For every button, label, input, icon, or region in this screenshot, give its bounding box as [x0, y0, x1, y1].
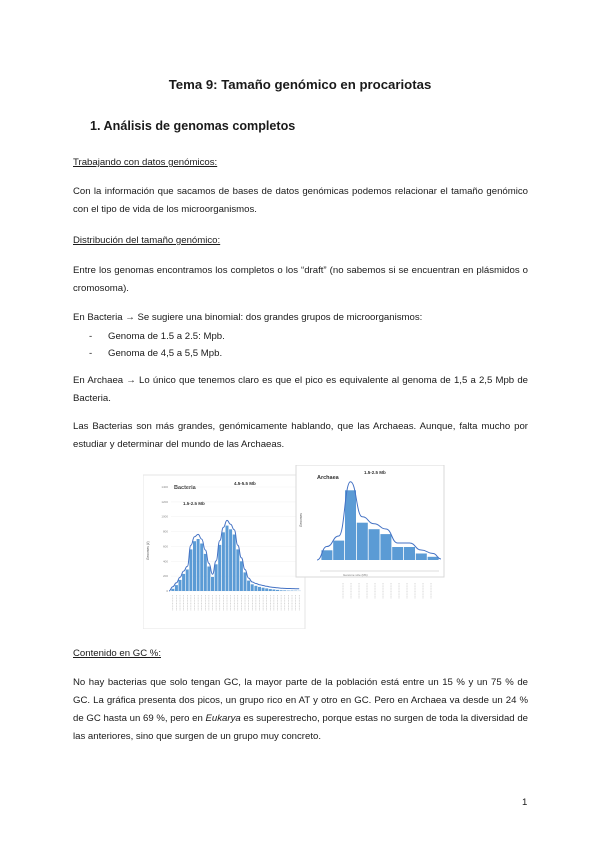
- bacteria-y-axis-label: Genomes (#): [146, 541, 150, 560]
- bacteria-bar: [258, 587, 261, 591]
- archaea-bar: [428, 557, 439, 560]
- bacteria-y-tick-label: 1400: [161, 485, 168, 489]
- bacteria-bar: [244, 572, 247, 591]
- bullet-dash: -: [89, 331, 93, 342]
- archaea-chart-title: Archaea: [317, 475, 339, 481]
- genome-size-figure: [143, 465, 453, 629]
- paragraph-gc: [73, 674, 528, 746]
- bacteria-bar: [233, 535, 236, 592]
- bacteria-bar: [262, 588, 265, 591]
- paragraph-drafts: Entre los genomas encontramos los completos o los “draft” (no sabemos si se encuentran en plásmidos o cromosoma).: [73, 265, 528, 294]
- section-heading: 1. Análisis de genomas completos: [90, 119, 296, 133]
- paragraph-datos: Con la información que sacamos de bases de datos genómicas podemos relacionar el tamaño genómico con el tipo de vida de los microorganismos.: [73, 186, 528, 215]
- page-number: 1: [522, 797, 528, 808]
- bacteria-bar: [251, 584, 254, 591]
- bacteria-bar: [226, 526, 229, 591]
- archaea-bar: [380, 534, 391, 560]
- bacteria-chart: [143, 475, 305, 629]
- archaea-annotation-peak: 1.5-2.5 Mb: [364, 470, 386, 475]
- archaea-bar: [357, 523, 368, 560]
- bacteria-y-tick-label: 600: [162, 544, 168, 549]
- bacteria-bar: [171, 589, 174, 591]
- bacteria-bar: [215, 564, 218, 591]
- paragraph-bacteria: En Bacteria → Se sugiere una binomial: dos grandes grupos de microorganismos:: [73, 312, 423, 323]
- subheading-gc: Contenido en GC %:: [73, 648, 161, 659]
- bacteria-bar: [197, 539, 200, 591]
- bacteria-bar: [186, 570, 189, 592]
- bacteria-bar: [182, 574, 185, 591]
- bacteria-bar: [211, 577, 214, 591]
- bacteria-bar: [269, 589, 272, 591]
- archaea-bar: [321, 550, 332, 560]
- bacteria-y-tick-label: 800: [162, 529, 168, 534]
- archaea-y-axis-label: Genomes: [299, 513, 303, 527]
- bacteria-bar: [207, 567, 210, 592]
- bullet-text: Genoma de 4,5 a 5,5 Mpb.: [108, 348, 223, 359]
- bacteria-y-tick-label: 0: [166, 589, 168, 593]
- paragraph-gc-emphasis: Eukarya: [205, 713, 241, 724]
- bacteria-bar: [229, 529, 232, 591]
- archaea-bar: [392, 547, 403, 560]
- bullet-text: Genoma de 1.5 a 2.5: Mpb.: [108, 331, 225, 342]
- subheading-datos: Trabajando con datos genómicos:: [73, 157, 218, 168]
- bacteria-bar: [272, 590, 275, 592]
- bacteria-y-tick-label: 400: [162, 559, 168, 564]
- bacteria-chart-title: Bacteria: [174, 485, 196, 491]
- subheading-distribucion: Distribución del tamaño genómico:: [73, 235, 221, 246]
- bullet-item: [89, 348, 222, 359]
- bacteria-bar: [247, 581, 250, 591]
- bacteria-bar: [189, 549, 192, 591]
- archaea-chart-frame: [296, 465, 444, 577]
- paragraph-gc-part1: No hay bacterias que solo tengan GC, la mayor parte de la población está entre un 15 % y un 75 % de GC. La gráfica presenta dos picos, un grupo rico en AT y otro en GC. Pero en Archaea va desde un 24 % de GC hasta un 69 %, pero en: [73, 677, 528, 724]
- bacteria-bar: [265, 588, 268, 591]
- bacteria-bar: [276, 590, 279, 591]
- bacteria-bar: [240, 561, 243, 591]
- bacteria-bar: [193, 541, 196, 591]
- archaea-chart: [296, 465, 444, 577]
- bacteria-bar: [283, 590, 286, 591]
- bacteria-bar: [179, 580, 182, 591]
- archaea-bar: [404, 547, 415, 560]
- archaea-bar: [345, 490, 356, 560]
- archaea-bar: [333, 541, 344, 560]
- archaea-bar: [416, 554, 427, 561]
- bacteria-bar: [280, 590, 283, 591]
- page-title: Tema 9: Tamaño genómico en procariotas: [168, 77, 432, 92]
- paragraph-gc-part2: es superestrecho, porque estas no surgen de toda la diversidad de las anteriores, sino que surgen de un grupo muy concreto.: [73, 713, 528, 742]
- bacteria-bar: [222, 532, 225, 591]
- bacteria-bar: [254, 586, 257, 591]
- bacteria-y-tick-label: 1000: [161, 514, 168, 519]
- bullet-item: [89, 331, 225, 342]
- bacteria-bar: [236, 549, 239, 591]
- archaea-x-axis-label: Genome size (Mb): [343, 573, 368, 577]
- bacteria-y-tick-label: 1200: [161, 499, 168, 504]
- paragraph-comparacion: Las Bacterias son más grandes, genómicamente hablando, que las Archaeas. Aunque, falta mucho por estudiar y determinar del mundo de las Archaeas.: [73, 421, 528, 450]
- paragraph-archaea: En Archaea → Lo único que tenemos claro es que el pico es equivalente al genoma de 1,5 a 2,5 Mpb de Bacteria.: [73, 375, 528, 404]
- bacteria-y-tick-label: 200: [162, 574, 168, 579]
- bacteria-bar: [218, 545, 221, 591]
- bacteria-bar: [175, 585, 178, 591]
- archaea-bar: [369, 529, 380, 560]
- bacteria-bar: [200, 544, 203, 592]
- bullet-dash: -: [89, 348, 93, 359]
- bacteria-annotation-peak1: 1.5-2.5 Mb: [183, 501, 205, 506]
- bacteria-annotation-peak2: 4.5-5.5 Mb: [234, 481, 256, 486]
- bacteria-bar: [204, 554, 207, 591]
